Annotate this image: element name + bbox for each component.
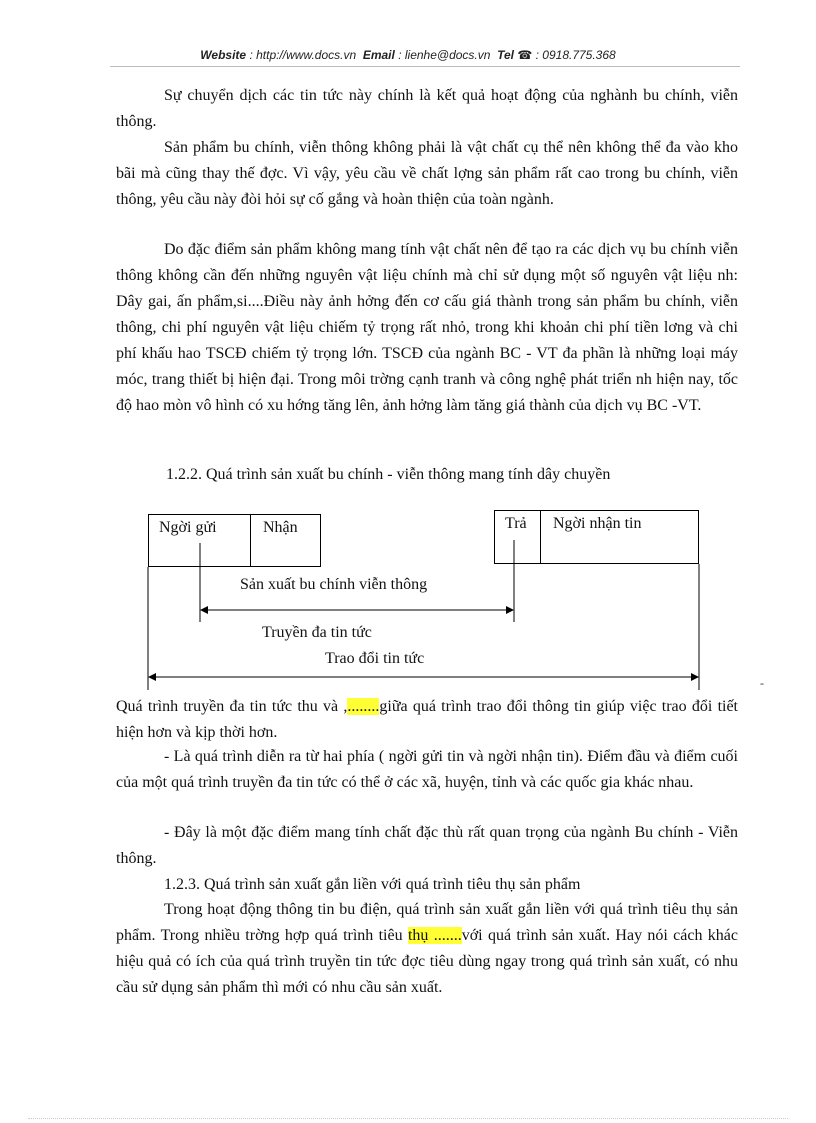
p4-highlight: ........ — [347, 698, 380, 715]
sender-label: Ngời gửi — [149, 515, 251, 566]
production-label: Sản xuất bu chính viễn thông — [240, 576, 428, 593]
paragraph-6: - Đây là một đặc điểm mang tính chất đặc thù rất quan trọng của ngành Bu chính - Viễn thông. — [116, 824, 738, 867]
heading-1-2-2: 1.2.2. Quá trình sản xuất bu chính - viễn thông mang tính dây chuyền — [166, 466, 611, 483]
paragraph-1: Sự chuyển dịch các tin tức này chính là kết quả hoạt động của nghành bu chính, viễn thông. — [116, 87, 738, 130]
paragraph-5: - Là quá trình diễn ra từ hai phía ( ngời gửi tin và ngời nhận tin). Điểm đầu và điểm cuối của một quá trình truyền đa tin tức có thể ở các xã, huyện, tỉnh và các quốc gia khác nhau. — [116, 748, 738, 791]
deliver-label: Trả — [495, 511, 541, 563]
paragraph-2: Sản phẩm bu chính, viễn thông không phải là vật chất cụ thể nên không thể đa vào kho bãi mà cũng thay thế đợc. Vì vậy, yêu cầu về chất lợng sản phẩm rất cao trong bu chính, viễn thông, yêu cầu này đòi hỏi sự cố gắng và hoàn thiện của toàn ngành. — [116, 139, 738, 208]
tel-label: Tel ☎ — [497, 48, 533, 62]
page-bottom-divider — [28, 1118, 788, 1119]
paragraph-7 — [116, 897, 738, 1001]
website-label: Website — [200, 48, 247, 62]
website-value[interactable]: : http://www.docs.vn — [249, 48, 357, 62]
p4-before: Quá trình truyền đa tin tức thu và , — [116, 698, 348, 715]
paragraph-3: Do đặc điểm sản phẩm không mang tính vật chất nên để tạo ra các dịch vụ bu chính viễn thông không cần đến những nguyên vật liệu chính mà chỉ sử dụng một số nguyên vật liệu nh: Dây gai, ấn phẩm,si....Điều này ảnh hởng đến cơ cấu giá thành trong sản phẩm bu chính, viễn thông, chi phí nguyên vật liệu chiếm tỷ trọng rất nhỏ, trong khi khoản chi phí tiền lơng và chi phí khấu hao TSCĐ chiếm tỷ trọng lớn. TSCĐ của ngành BC - VT đa phần là những loại máy móc, trang thiết bị hiện đại. Trong môi trờng cạnh tranh và công nghệ phát triển nh hiện nay, tốc độ hao mòn vô hình có xu hớng tăng lên, ảnh hởng làm tăng giá thành của dịch vụ BC -VT. — [116, 241, 738, 414]
tel-value: : 0918.775.368 — [535, 48, 616, 62]
recipient-label: Ngời nhận tin — [553, 515, 642, 532]
p4-after: giữa quá trình trao đổi thông tin giúp việc trao đổi tiết hiện hơn và kịp thời hơn. — [116, 698, 739, 741]
margin-mark: - — [760, 676, 764, 690]
p7-highlight: thụ ....... — [407, 927, 462, 944]
receive-label: Nhận — [263, 519, 298, 536]
exchange-label: Trao đổi tin tức — [325, 650, 425, 667]
transmission-label: Truyền đa tin tức — [262, 624, 372, 641]
email-label: Email — [362, 48, 395, 62]
p7-after: với quá trình sản xuất. Hay nói cách khác hiệu quả có ích của quá trình truyền tin tức đợc tiêu dùng ngay trong quá trình sản xuất, có nhu cầu sử dụng sản phẩm thì mới có nhu cầu sản xuất. — [116, 927, 739, 996]
p7-before: Trong hoạt động thông tin bu điện, quá trình sản xuất gắn liền với quá trình tiêu thụ sản phẩm. Trong nhiều trờng hợp quá trình tiêu — [116, 901, 738, 944]
heading-1-2-3: 1.2.3. Quá trình sản xuất gắn liền với quá trình tiêu thụ sản phẩm — [164, 876, 581, 893]
email-value[interactable]: : lienhe@docs.vn — [398, 48, 491, 62]
paragraph-4 — [116, 694, 738, 746]
